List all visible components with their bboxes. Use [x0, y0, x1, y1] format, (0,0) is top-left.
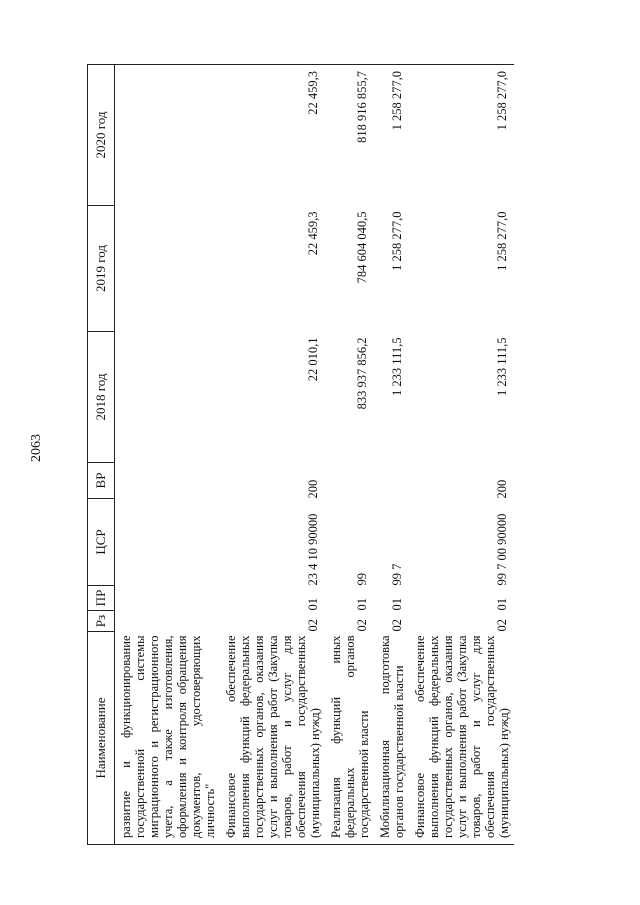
row-vr: [115, 463, 221, 499]
row-2019: [115, 206, 221, 332]
budget-table: [87, 64, 514, 845]
row-pr: [115, 586, 221, 611]
row-vr: [325, 463, 374, 499]
row-pr: 01: [306, 598, 320, 611]
row-name: Реализация функций иных федеральных органов государственной власти: [329, 635, 371, 838]
row-csr: 99 7 00 90000: [495, 513, 509, 586]
row-name: развитие и функционирование государственной системы миграционного и регистрационного учета, а также изготовления, оформления и контроля обращения документов, удостоверяющих личность": [119, 635, 217, 838]
header-2018: 2018 год: [88, 332, 115, 463]
row-rz: 02: [390, 619, 404, 632]
row-2019: 1 258 277,0: [495, 211, 509, 271]
table-row: [115, 65, 221, 845]
row-2019: 784 604 040,5: [355, 211, 369, 284]
row-vr: [374, 463, 409, 499]
row-2019: 1 258 277,0: [390, 211, 404, 271]
row-2020: 818 916 855,7: [355, 71, 369, 143]
row-csr: 99 7: [390, 563, 404, 586]
header-vr: ВР: [88, 463, 115, 499]
row-2018: 833 937 856,2: [355, 337, 369, 410]
row-csr: 99: [355, 573, 369, 586]
row-rz: [115, 611, 221, 632]
table-row: [325, 65, 374, 845]
table-row: [409, 65, 514, 845]
table-row: [220, 65, 325, 845]
row-2018: 22 010,1: [306, 337, 320, 382]
row-csr: [115, 499, 221, 586]
row-pr: 01: [355, 598, 369, 611]
row-rz: 02: [495, 619, 509, 632]
row-2020: 1 258 277,0: [390, 71, 404, 131]
header-csr: ЦСР: [88, 499, 115, 586]
row-2020: [115, 65, 221, 206]
table-row: [374, 65, 409, 845]
header-rz: Рз: [88, 611, 115, 632]
row-pr: 01: [495, 598, 509, 611]
row-pr: 01: [390, 598, 404, 611]
row-2019: 22 459,3: [306, 211, 320, 256]
row-rz: 02: [306, 619, 320, 632]
row-2018: 1 233 111,5: [390, 337, 404, 396]
header-2019: 2019 год: [88, 206, 115, 332]
header-pr: ПР: [88, 586, 115, 611]
row-2020: 22 459,3: [306, 71, 320, 115]
row-name: Финансовое обеспечение выполнения функций федеральных государственных органов, оказания услуг и выполнения работ (Закупка товаров, работ и услуг для обеспечения государственных (муниципальных) нужд): [413, 635, 511, 838]
page-number: 2063: [29, 434, 44, 462]
header-2020: 2020 год: [88, 65, 115, 206]
row-vr: 200: [306, 479, 320, 499]
row-name: Мобилизационная подготовка органов государственной власти: [378, 635, 406, 838]
row-rz: 02: [355, 619, 369, 632]
header-row: [88, 65, 115, 845]
row-2020: 1 258 277,0: [495, 71, 509, 131]
row-csr: 23 4 10 90000: [306, 513, 320, 586]
budget-table-rotated: [87, 65, 582, 845]
row-2018: 1 233 111,5: [495, 337, 509, 396]
row-2018: [115, 332, 221, 463]
row-vr: 200: [495, 479, 509, 499]
row-name: Финансовое обеспечение выполнения функций федеральных государственных органов, оказания услуг и выполнения работ (Закупка товаров, работ и услуг для обеспечения государственных (муниципальных) нужд): [224, 635, 322, 838]
header-name: Наименование: [88, 632, 115, 845]
